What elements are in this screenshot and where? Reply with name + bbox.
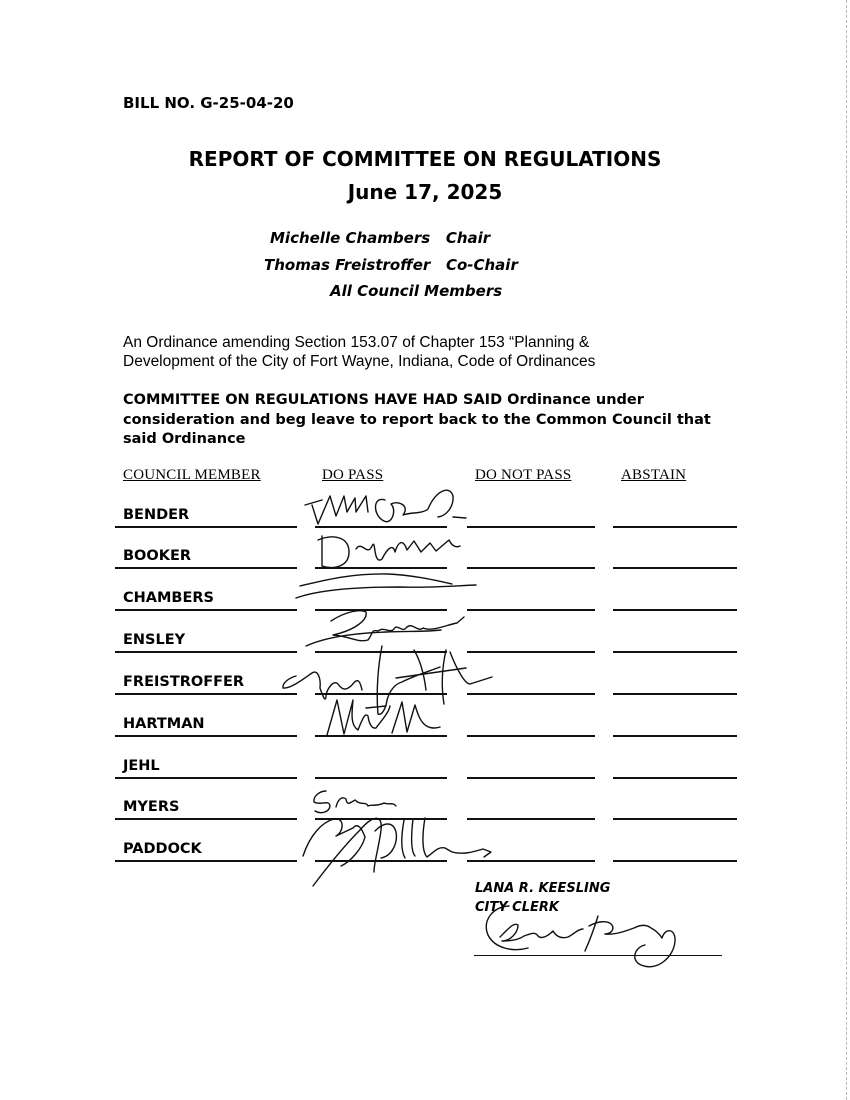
do-not-pass-line <box>467 526 595 528</box>
abstain-line <box>613 735 737 737</box>
abstain-line <box>613 526 737 528</box>
bill-number: BILL NO. G-25-04-20 <box>123 94 294 112</box>
name-line <box>115 693 297 695</box>
clerk-name: LANA R. KEESLING <box>475 881 611 896</box>
do-pass-line <box>315 651 447 653</box>
vote-row-booker <box>0 548 850 568</box>
vote-row-jehl <box>0 758 850 778</box>
name-line <box>115 651 297 653</box>
abstain-line <box>613 777 737 779</box>
member-name: ENSLEY <box>123 632 186 648</box>
do-pass-line <box>315 609 447 611</box>
vote-row-freistroffer <box>0 674 850 694</box>
do-pass-line <box>315 860 447 862</box>
member-name: PADDOCK <box>123 841 202 857</box>
abstain-line <box>613 693 737 695</box>
vote-row-myers <box>0 799 850 819</box>
header-do-not-pass: DO NOT PASS <box>475 467 572 483</box>
abstain-line <box>613 818 737 820</box>
name-line <box>115 526 297 528</box>
clerk-signature <box>486 906 675 967</box>
do-pass-line <box>315 567 447 569</box>
vote-row-chambers <box>0 590 850 610</box>
do-not-pass-line <box>467 567 595 569</box>
do-pass-line <box>315 777 447 779</box>
do-pass-line <box>315 818 447 820</box>
committee-statement: COMMITTEE ON REGULATIONS HAVE HAD SAID Ordinance under consideration and beg leave to report back to the Common Council that said Ordinance <box>123 392 711 447</box>
member-name: FREISTROFFER <box>123 674 245 690</box>
name-line <box>115 777 297 779</box>
do-not-pass-line <box>467 693 595 695</box>
member-name: CHAMBERS <box>123 590 214 606</box>
name-line <box>115 735 297 737</box>
committee-chair: Michelle Chambers Chair <box>270 229 491 247</box>
header-do-pass: DO PASS <box>322 467 384 483</box>
committee-co-chair: Thomas Freistroffer Co-Chair <box>264 256 518 274</box>
member-name: BENDER <box>123 507 190 523</box>
abstain-line <box>613 860 737 862</box>
member-name: JEHL <box>123 758 160 774</box>
member-name: HARTMAN <box>123 716 205 732</box>
vote-row-hartman <box>0 716 850 736</box>
do-not-pass-line <box>467 860 595 862</box>
name-line <box>115 567 297 569</box>
do-not-pass-line <box>467 777 595 779</box>
do-not-pass-line <box>467 735 595 737</box>
committee-members: All Council Members <box>330 282 503 300</box>
ordinance-description: An Ordinance amending Section 153.07 of Chapter 153 “Planning & Development of the City of Fort Wayne, Indiana, Code of Ordinances <box>123 334 596 370</box>
header-abstain: ABSTAIN <box>621 467 687 483</box>
clerk-signature-line <box>474 955 722 956</box>
member-name: BOOKER <box>123 548 192 564</box>
do-not-pass-line <box>467 818 595 820</box>
abstain-line <box>613 567 737 569</box>
do-not-pass-line <box>467 609 595 611</box>
do-not-pass-line <box>467 651 595 653</box>
member-name: MYERS <box>123 799 180 815</box>
name-line <box>115 860 297 862</box>
report-date: June 17, 2025 <box>347 180 503 204</box>
do-pass-line <box>315 526 447 528</box>
clerk-title: CITY CLERK <box>475 900 559 915</box>
abstain-line <box>613 609 737 611</box>
vote-row-ensley <box>0 632 850 652</box>
name-line <box>115 609 297 611</box>
name-line <box>115 818 297 820</box>
vote-row-bender <box>0 507 850 527</box>
abstain-line <box>613 651 737 653</box>
report-title: REPORT OF COMMITTEE ON REGULATIONS <box>188 147 662 171</box>
vote-row-paddock <box>0 841 850 861</box>
do-pass-line <box>315 693 447 695</box>
do-pass-line <box>315 735 447 737</box>
header-council-member: COUNCIL MEMBER <box>123 467 261 483</box>
